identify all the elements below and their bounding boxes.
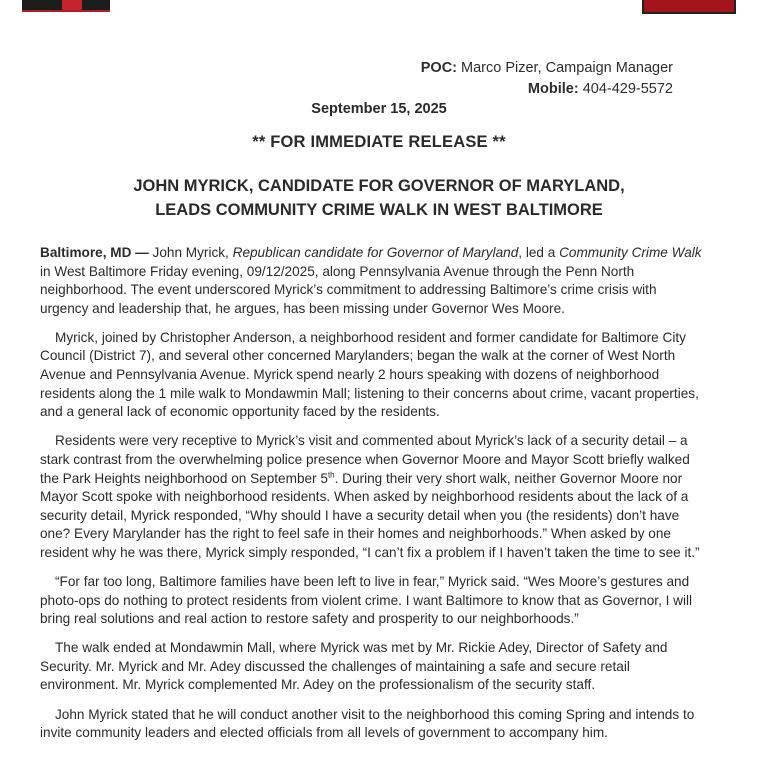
mobile-line <box>421 79 673 100</box>
headline-line-1: JOHN MYRICK, CANDIDATE FOR GOVERNOR OF MARYLAND, <box>133 177 625 195</box>
paragraph-6: John Myrick stated that he will conduct another visit to the neighborhood this coming Spring and intends to invite community leaders and elected officials from all levels of government to accompany him. <box>40 706 695 741</box>
poc-value: Marco Pizer, Campaign Manager <box>461 60 673 76</box>
p1-text-c: , led a <box>518 245 560 260</box>
headline-line-2: LEADS COMMUNITY CRIME WALK IN WEST BALTIMORE <box>155 201 603 219</box>
paragraph-4: “For far too long, Baltimore families have been left to live in fear,” Myrick said. “Wes Moore’s gestures and photo-ops do nothing to protect residents from violent crime. I want Baltimore to know that as Governor, I will bring real solutions and real action to restore safety and prosperity to our neighborhoods.” <box>40 574 693 627</box>
mobile-label: Mobile: <box>527 81 579 97</box>
release-date: September 15, 2025 <box>311 101 447 117</box>
paragraph-3 <box>40 432 708 562</box>
campaign-logo <box>22 0 110 12</box>
p3-text-a: Residents were very receptive to Myrick’s visit and commented about Myrick’s lack of a security detail – a stark contrast from the overwhelming police presence when Governor Moore and Mayor Scott briefly walked the Park Heights neighborhood on September 5 <box>40 433 690 486</box>
p3-text-b: . During their very short walk, neither Governor Moore nor Mayor Scott spoke with neighborhood residents. When asked by neighborhood residents about the lack of a security detail, Myrick responded, “Why should I have a security detail when you (the residents) don’t have one? Every Marylander has the right to feel safe in their homes and neighborhoods.” When asked by one resident why he was there, Myrick simply responded, “I can’t fix a problem if I haven’t taken the time to see it.” <box>40 470 700 560</box>
mobile-value: 404-429-5572 <box>582 81 673 97</box>
contact-block <box>421 58 673 100</box>
p1-text-b: Republican candidate for Governor of Maryland <box>232 245 519 260</box>
press-release-body <box>40 244 708 753</box>
p1-text-d: Community Crime Walk <box>559 245 702 260</box>
headline <box>0 174 758 222</box>
candidate-photo <box>642 0 736 14</box>
p3-superscript: th <box>327 470 335 479</box>
paragraph-1 <box>40 244 708 318</box>
release-notice: ** FOR IMMEDIATE RELEASE ** <box>252 133 506 151</box>
paragraph-2: Myrick, joined by Christopher Anderson, a neighborhood resident and former candidate for Baltimore City Council (District 7), and several other concerned Marylanders; began the walk at the corner of West North Avenue and Pennsylvania Avenue. Myrick spend nearly 2 hours speaking with dozens of neighborhood residents along the 1 mile walk to Mondawmin Mall; listening to their concerns about crime, vacant properties, and a general lack of economic opportunity faced by the residents. <box>40 329 699 420</box>
paragraph-5: The walk ended at Mondawmin Mall, where Myrick was met by Mr. Rickie Adey, Director of Safety and Security. Mr. Myrick and Mr. Adey discussed the challenges of maintaining a safe and secure retail environment. Mr. Myrick complemented Mr. Adey on the professionalism of the security staff. <box>40 640 668 693</box>
poc-label: POC: <box>420 60 457 76</box>
poc-line <box>421 58 673 79</box>
p1-text-a: John Myrick, <box>148 245 233 260</box>
p1-text-e: in West Baltimore Friday evening, 09/12/2025, along Pennsylvania Avenue through the Penn North neighborhood. The event underscored Myrick’s commitment to addressing Baltimore’s crime crisis with urgency and leadership that, he argues, has been missing under Governor Wes Moore. <box>40 263 657 316</box>
dateline: Baltimore, MD — <box>40 245 149 260</box>
